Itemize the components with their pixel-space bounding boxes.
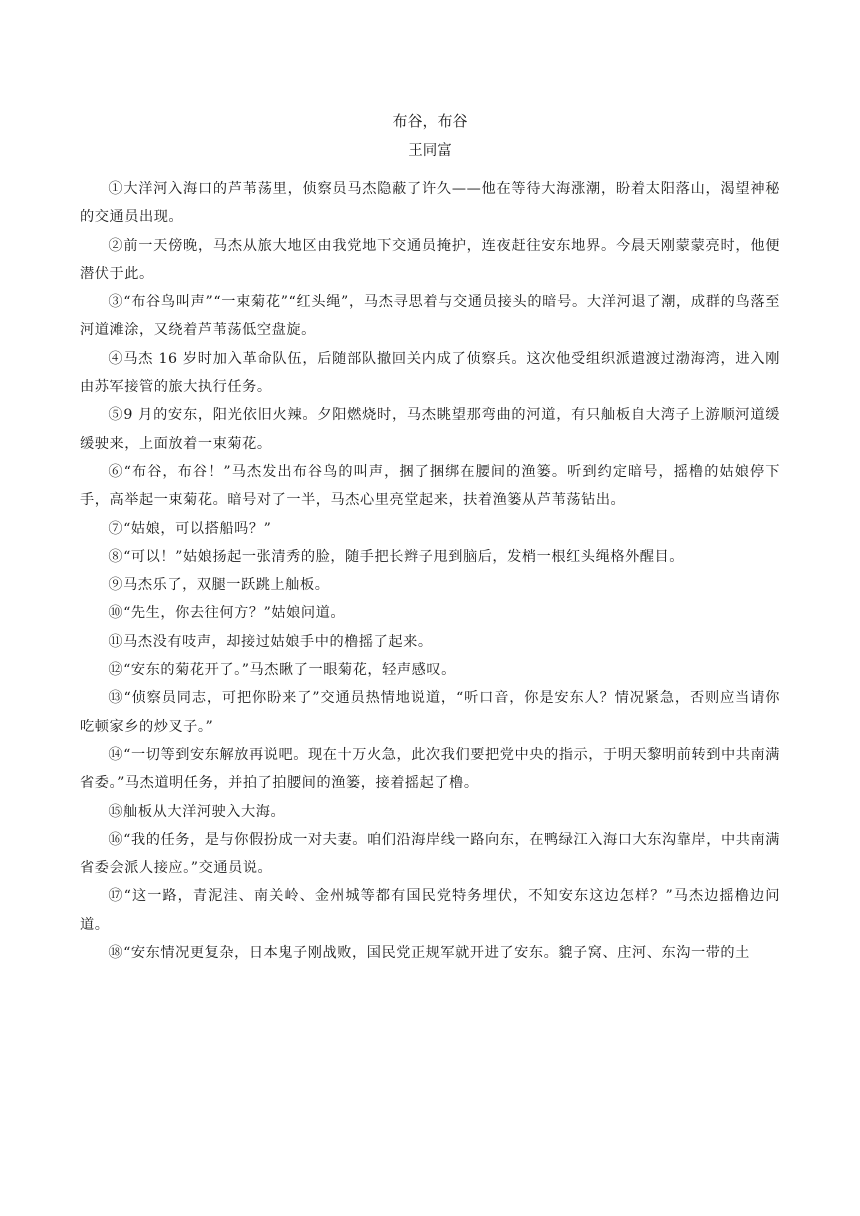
paragraph-1: ①大洋河入海口的芦苇荡里，侦察员马杰隐蔽了许久——他在等待大海涨潮，盼着太阳落山，渴望神秘的交通员出现。 xyxy=(80,181,780,226)
paragraph-16: ⑯“我的任务，是与你假扮成一对夫妻。咱们沿海岸线一路向东，在鸭绿江入海口大东沟靠岸，中共南满省委会派人接应。”交通员说。 xyxy=(80,831,780,877)
paragraph-10: ⑩“先生，你去往何方？”姑娘问道。 xyxy=(108,605,346,622)
paragraph-17: ⑰“这一路，青泥洼、南关岭、金州城等都有国民党特务埋伏，不知安东这边怎样？”马杰边摇橹边问道。 xyxy=(80,888,780,933)
document-title: 布谷，布谷 xyxy=(392,112,468,130)
document-author: 王同富 xyxy=(408,143,452,159)
paragraph-14: ⑭“一切等到安东解放再说吧。现在十万火急，此次我们要把党中央的指示，于明天黎明前转到中共南满省委。”马杰道明任务，并拍了拍腰间的渔篓，接着摇起了橹。 xyxy=(80,746,780,792)
paragraph-6: ⑥“布谷，布谷！”马杰发出布谷鸟的叫声，捆了捆绑在腰间的渔篓。听到约定暗号，摇橹的姑娘停下手，高举起一束菊花。暗号对了一半，马杰心里亮堂起来，扶着渔篓从芦苇荡钻出。 xyxy=(80,463,780,509)
paragraph-2: ②前一天傍晚，马杰从旅大地区由我党地下交通员掩护，连夜赶往安东地界。今晨天刚蒙蒙亮时，他便潜伏于此。 xyxy=(80,237,780,282)
paragraph-9: ⑨马杰乐了，双腿一跃跳上舢板。 xyxy=(108,577,330,594)
paragraph-3: ③“布谷鸟叫声”“一束菊花”“红头绳”，马杰寻思着与交通员接头的暗号。大洋河退了潮，成群的鸟落至河道滩涂，又绕着芦苇荡低空盘旋。 xyxy=(80,294,780,339)
paragraph-11: ⑪马杰没有吱声，却接过姑娘手中的橹摇了起来。 xyxy=(108,633,433,650)
paragraph-18: ⑱“安东情况更复杂，日本鬼子刚战败，国民党正规军就开进了安东。貔子窝、庄河、东沟一带的土 xyxy=(108,945,750,962)
paragraph-8: ⑧“可以！”姑娘扬起一张清秀的脸，随手把长辫子甩到脑后，发梢一根红头绳格外醒目。 xyxy=(108,548,685,565)
paragraph-12: ⑫“安东的菊花开了。”马杰瞅了一眼菊花，轻声感叹。 xyxy=(108,662,456,679)
paragraph-15: ⑮舢板从大洋河驶入大海。 xyxy=(108,803,286,820)
paragraph-13: ⑬“侦察员同志，可把你盼来了”交通员热情地说道，“听口音，你是安东人？情况紧急，否则应当请你吃顿家乡的炒叉子。” xyxy=(80,690,780,735)
paragraph-7: ⑦“姑娘，可以搭船吗？” xyxy=(108,520,272,537)
paragraph-4: ④马杰 16 岁时加入革命队伍，后随部队撤回关内成了侦察兵。这次他受组织派遣渡过渤海湾，进入刚由苏军接管的旅大执行任务。 xyxy=(80,350,780,396)
paragraph-5: ⑤9 月的安东，阳光依旧火辣。夕阳燃烧时，马杰眺望那弯曲的河道，有只舢板自大湾子上游顺河道缓缓驶来，上面放着一束菊花。 xyxy=(80,407,780,452)
document-body xyxy=(80,175,780,967)
